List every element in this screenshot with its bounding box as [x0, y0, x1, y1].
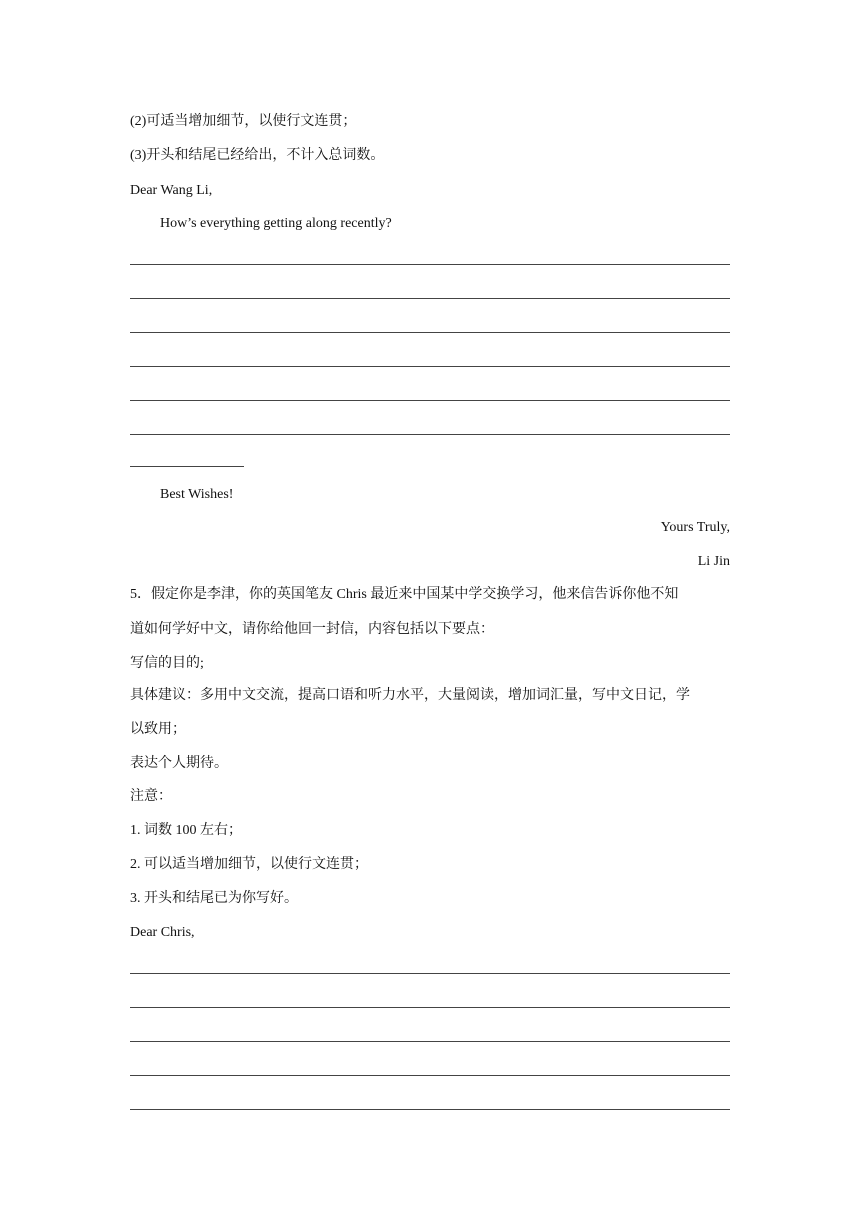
answer-line[interactable] — [130, 1109, 730, 1110]
letter-signature: Li Jin — [697, 554, 730, 569]
notes-heading: 注意： — [130, 789, 172, 804]
note-3: 3. 开头和结尾已为你写好。 — [130, 891, 298, 906]
answer-line[interactable] — [130, 332, 730, 333]
requirement-2: (2)可适当增加细节，以使行文连贯； — [130, 114, 357, 129]
letter-opening: How’s everything getting along recently? — [160, 216, 392, 231]
point-2-line-1: 具体建议：多用中文交流，提高口语和听力水平，大量阅读，增加词汇量，写中文日记，学 — [130, 688, 690, 703]
question-5-prompt-line-1: 5．假定你是李津，你的英国笔友 Chris 最近来中国某中学交换学习，他来信告诉你他不知 — [130, 587, 679, 602]
answer-line[interactable] — [130, 973, 730, 974]
letter-signoff: Yours Truly, — [660, 520, 730, 535]
point-2-line-2: 以致用； — [130, 722, 186, 737]
letter-salutation: Dear Wang Li, — [130, 183, 213, 198]
note-1: 1. 词数 100 左右； — [130, 823, 242, 838]
note-2: 2. 可以适当增加细节，以使行文连贯； — [130, 857, 368, 872]
answer-line[interactable] — [130, 1041, 730, 1042]
answer-line-short[interactable] — [130, 466, 244, 467]
answer-line[interactable] — [130, 366, 730, 367]
question-5-prompt-line-2: 道如何学好中文，请你给他回一封信，内容包括以下要点： — [130, 622, 494, 637]
requirement-3: (3)开头和结尾已经给出，不计入总词数。 — [130, 148, 385, 163]
answer-line[interactable] — [130, 1075, 730, 1076]
answer-line[interactable] — [130, 264, 730, 265]
answer-line[interactable] — [130, 400, 730, 401]
letter-salutation-2: Dear Chris, — [130, 925, 195, 940]
answer-line[interactable] — [130, 1007, 730, 1008]
point-3: 表达个人期待。 — [130, 756, 228, 771]
answer-line[interactable] — [130, 434, 730, 435]
answer-line[interactable] — [130, 298, 730, 299]
letter-closing: Best Wishes! — [160, 487, 234, 502]
point-1: 写信的目的; — [130, 656, 204, 671]
